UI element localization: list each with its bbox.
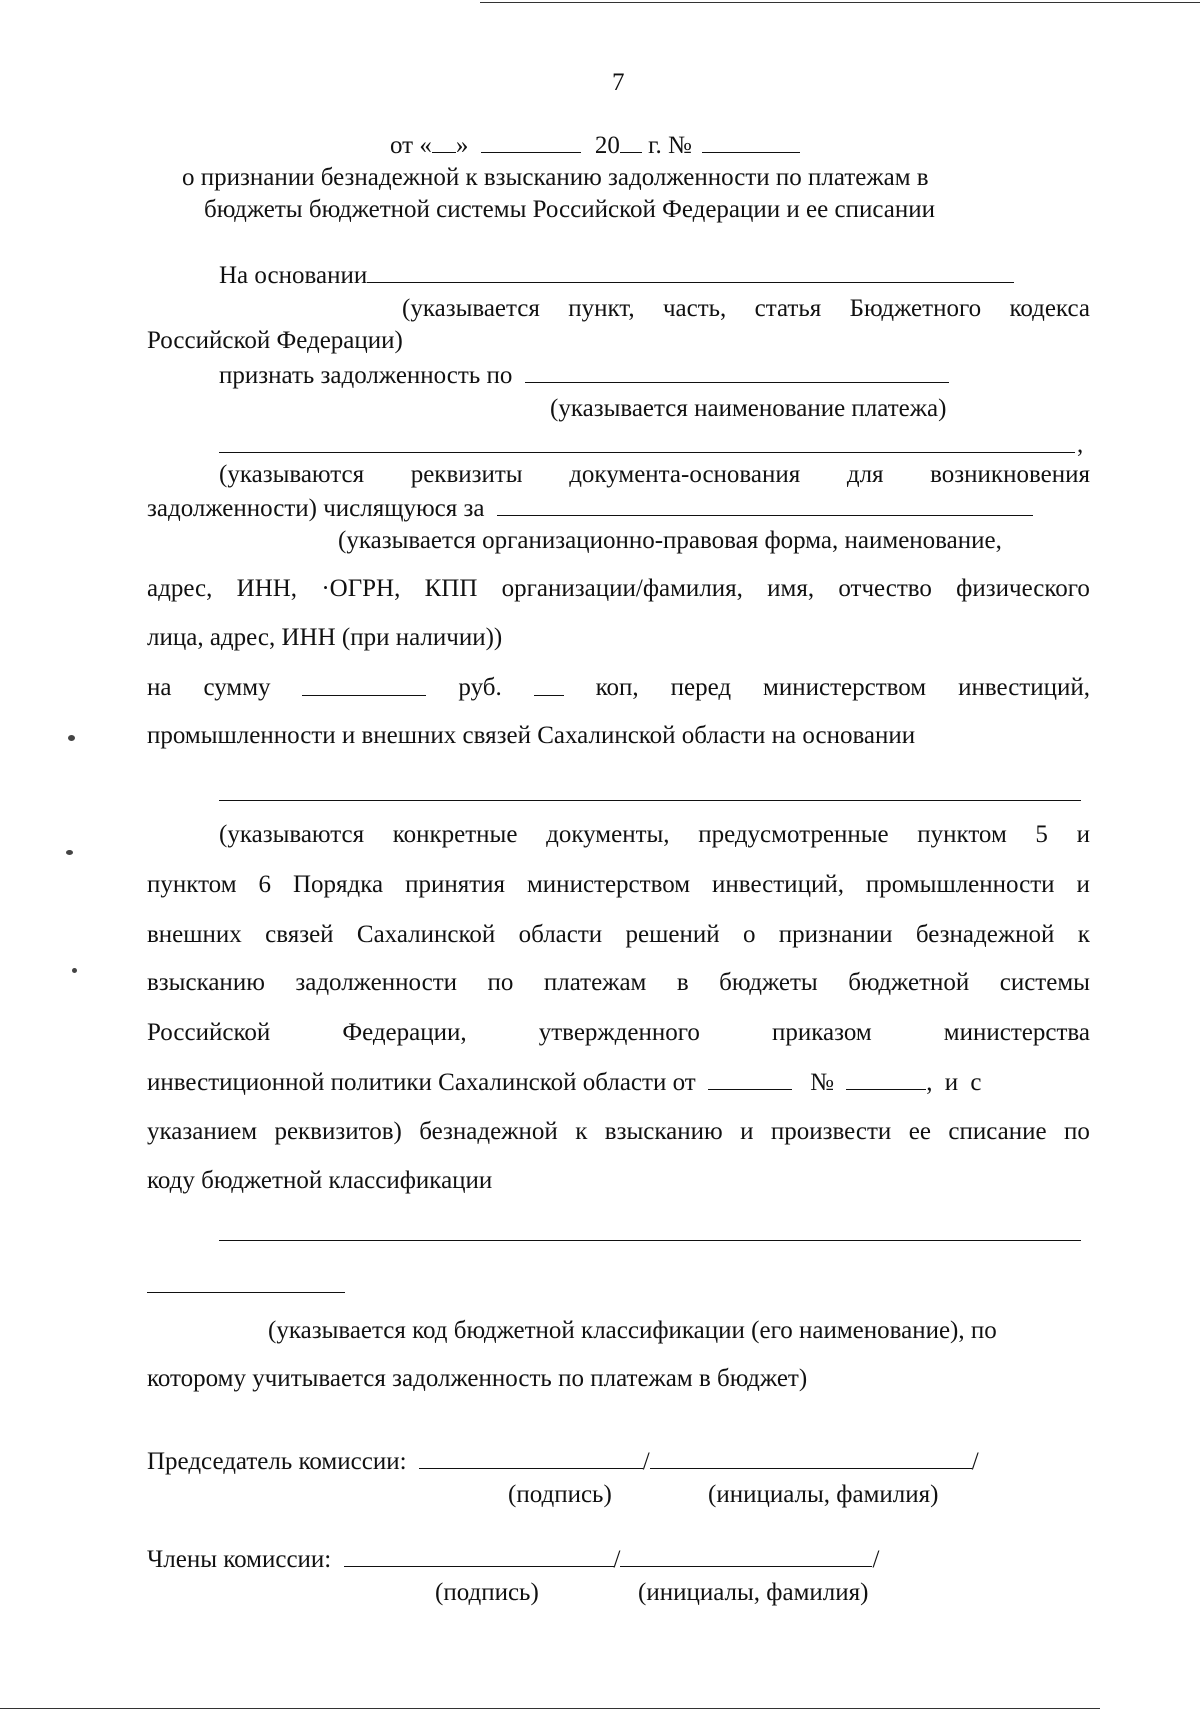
word: безнадежной: [419, 1118, 558, 1145]
members-signature-blank: [344, 1546, 614, 1567]
word: принятия: [405, 871, 506, 898]
word: руб.: [458, 674, 502, 701]
chair-name-blank: [650, 1448, 972, 1469]
members-name-blank: [620, 1546, 872, 1567]
rub-blank: [302, 675, 426, 696]
org-hint-line-2: [147, 576, 1090, 601]
members-label: Члены комиссии:: [147, 1546, 332, 1573]
word: перед: [670, 674, 732, 701]
basis-hint: [402, 296, 1090, 321]
docs-line-6-text: инвестиционной политики Сахалинской области от: [147, 1069, 696, 1096]
requisites-cont: [147, 495, 1033, 521]
word: бюджетной: [848, 969, 970, 996]
year-prefix: 20: [594, 132, 620, 159]
word: реквизиты: [410, 461, 523, 488]
number-sign: №: [810, 1069, 835, 1096]
word: области: [518, 921, 603, 948]
title-line-1: о признании безнадежной к взысканию задолженности по платежам в: [182, 164, 929, 191]
order-date-blank: [708, 1069, 792, 1090]
word: произвести: [770, 1118, 892, 1145]
scan-edge-bottom: [0, 1708, 1100, 1709]
word: указанием: [147, 1118, 258, 1145]
kop-blank: [534, 675, 564, 696]
org-hint-line-3: лица, адрес, ИНН (при наличии)): [147, 624, 503, 651]
word: взысканию: [147, 969, 265, 996]
word: (указывается: [402, 295, 540, 322]
date-prefix: от «: [390, 132, 432, 159]
basis-label: [219, 262, 1014, 288]
word: безнадежной: [915, 921, 1055, 948]
scan-edge-top: [480, 2, 1200, 3]
word: Порядка: [292, 871, 384, 898]
word: взысканию: [604, 1118, 723, 1145]
word: Российской: [147, 1019, 271, 1046]
requisites-cont-text: задолженности) числящуюся за: [147, 495, 485, 522]
document-basis-blank: [219, 452, 1075, 453]
basis-hint-cont: Российской Федерации): [147, 327, 403, 354]
docs-line-1: [219, 822, 1090, 847]
payment-blank: [525, 362, 949, 383]
kbk-blank-cont: [147, 1292, 345, 1293]
members-name-hint: (инициалы, фамилия): [638, 1579, 869, 1606]
word: о: [742, 921, 756, 948]
word: к: [575, 1118, 588, 1145]
word: для: [846, 461, 884, 488]
word: документы,: [546, 821, 670, 848]
word: адрес,: [147, 575, 213, 602]
word: часть,: [662, 295, 727, 322]
word: реквизитов): [274, 1118, 402, 1145]
word: в: [676, 969, 689, 996]
date-close-quote: »: [455, 132, 469, 159]
word: (указываются: [219, 821, 365, 848]
word: организации/фамилия,: [501, 575, 743, 602]
word: и: [1076, 871, 1090, 898]
word: министерством: [526, 871, 691, 898]
slash: /: [642, 1448, 650, 1475]
word: приказом: [772, 1019, 872, 1046]
word: промышленности: [865, 871, 1055, 898]
chair-signature-blank: [419, 1448, 643, 1469]
word: задолженности: [295, 969, 458, 996]
title-line-2: бюджеты бюджетной системы Российской Федерации и ее списании: [204, 196, 935, 223]
basis-label-text: На основании: [219, 262, 368, 289]
year-suffix: г. №: [648, 132, 692, 159]
word: Федерации,: [342, 1019, 467, 1046]
word: (указываются: [219, 461, 365, 488]
payment-hint: (указывается наименование платежа): [550, 395, 947, 422]
kbk-hint-line-2: которому учитывается задолженность по платежам в бюджет): [147, 1365, 808, 1392]
word: пунктом: [147, 871, 237, 898]
members-signature-line: [147, 1546, 879, 1572]
word: и: [1076, 821, 1090, 848]
word: инвестиций,: [958, 674, 1090, 701]
word: 5: [1035, 821, 1048, 848]
sum-cont: промышленности и внешних связей Сахалинской области на основании: [147, 722, 916, 749]
word: пункт,: [568, 295, 635, 322]
slash: /: [613, 1546, 621, 1573]
chair-label: Председатель комиссии:: [147, 1448, 407, 1475]
chair-signature-hint: (подпись): [508, 1481, 612, 1508]
docs-line-6: [147, 1069, 1090, 1095]
day-blank: [432, 132, 456, 153]
org-hint-line-1: (указывается организационно-правовая форма, наименование,: [338, 527, 1002, 554]
word: сумму: [203, 674, 271, 701]
word: и: [740, 1118, 754, 1145]
word: ИНН,: [236, 575, 298, 602]
word: по: [1063, 1118, 1090, 1145]
number-blank: [702, 132, 800, 153]
word: системы: [999, 969, 1090, 996]
word: имя,: [767, 575, 815, 602]
page-number: 7: [612, 69, 625, 96]
docs-line-6-tail: , и с: [926, 1069, 982, 1096]
word: платежам: [543, 969, 647, 996]
word: ·ОГРН,: [321, 575, 401, 602]
sum-line: [147, 675, 1090, 700]
order-number-blank: [846, 1069, 926, 1090]
word: отчество: [838, 575, 932, 602]
word: возникновения: [930, 461, 1090, 488]
recognize-label: признать задолженность по: [219, 362, 513, 389]
date-line: [390, 132, 800, 158]
word: внешних: [147, 921, 242, 948]
basis-documents-blank: [219, 800, 1081, 801]
debtor-blank: [497, 495, 1033, 516]
recognize-line: [219, 362, 949, 388]
word: Бюджетного: [849, 295, 982, 322]
docs-line-5: [147, 1020, 1090, 1045]
word: коп,: [595, 674, 639, 701]
word: министерством: [763, 674, 927, 701]
slash: /: [971, 1448, 979, 1475]
requisites-hint: [219, 462, 1090, 487]
word: министерства: [943, 1019, 1090, 1046]
word: предусмотренные: [698, 821, 889, 848]
docs-line-8: коду бюджетной классификации: [147, 1167, 493, 1194]
word: КПП: [424, 575, 478, 602]
docs-line-7: [147, 1119, 1090, 1144]
word: 6: [258, 871, 271, 898]
word: конкретные: [392, 821, 518, 848]
slash: /: [872, 1546, 880, 1573]
docs-line-4: [147, 970, 1090, 995]
word: документа-основания: [569, 461, 801, 488]
members-signature-hint: (подпись): [435, 1579, 539, 1606]
chair-signature-line: [147, 1448, 979, 1474]
docs-line-3: [147, 922, 1090, 947]
word: инвестиций,: [712, 871, 844, 898]
word: на: [147, 674, 172, 701]
scan-mark: [68, 735, 75, 741]
word: кодекса: [1009, 295, 1090, 322]
chair-name-hint: (инициалы, фамилия): [708, 1481, 939, 1508]
word: утвержденного: [538, 1019, 700, 1046]
year-blank: [620, 132, 642, 153]
scan-mark: [72, 968, 77, 973]
word: связей: [265, 921, 334, 948]
word: Сахалинской: [356, 921, 496, 948]
word: ее: [908, 1118, 931, 1145]
word: по: [487, 969, 514, 996]
scan-mark: [66, 850, 73, 855]
basis-blank: [367, 262, 1014, 283]
word: пунктом: [917, 821, 1007, 848]
word: к: [1077, 921, 1090, 948]
comma: ,: [1077, 431, 1084, 458]
word: физического: [956, 575, 1090, 602]
word: статья: [754, 295, 822, 322]
month-blank: [481, 132, 581, 153]
word: признании: [778, 921, 893, 948]
kbk-hint-line-1: (указывается код бюджетной классификации (его наименование), по: [268, 1317, 997, 1344]
word: бюджеты: [719, 969, 818, 996]
word: решений: [625, 921, 720, 948]
word: списание: [948, 1118, 1047, 1145]
docs-line-2: [147, 872, 1090, 897]
kbk-blank: [219, 1240, 1081, 1241]
